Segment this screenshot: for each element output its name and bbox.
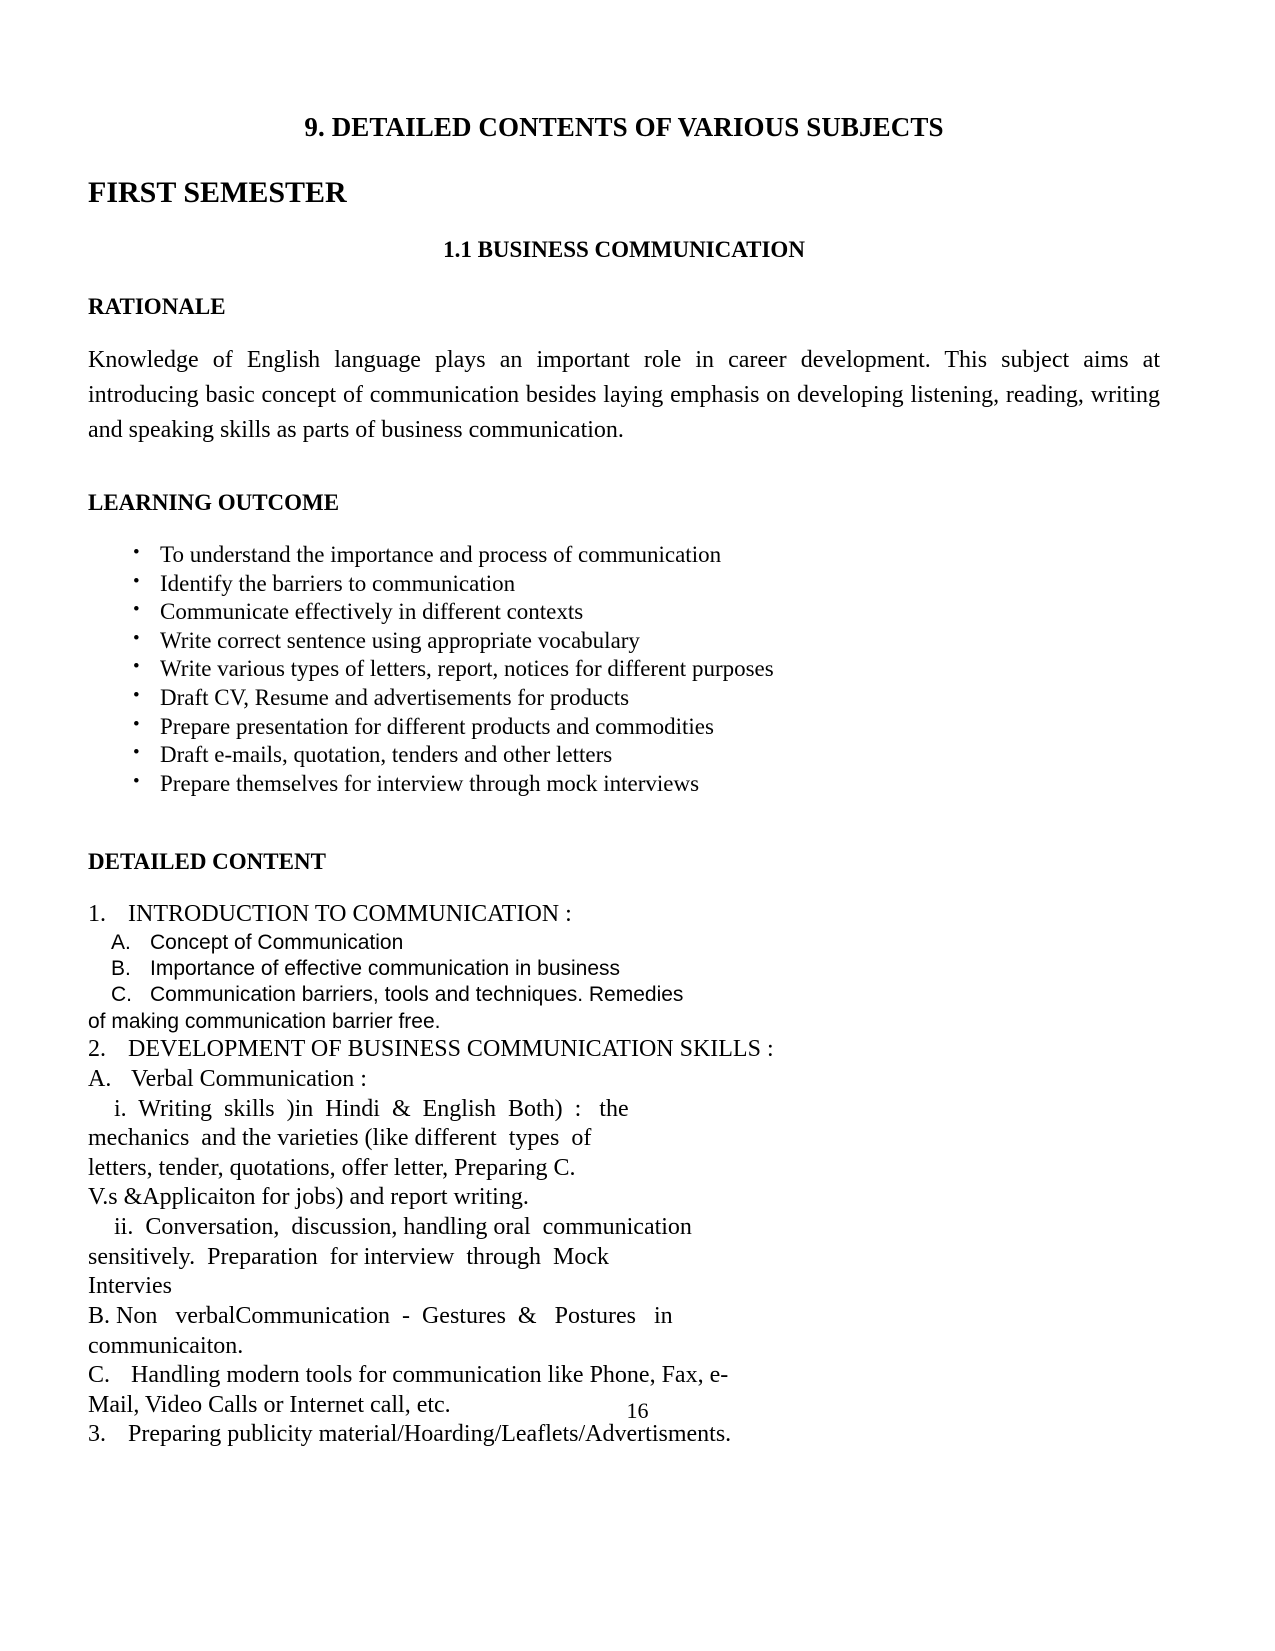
content-item-2a-roman-ii-line1 [88, 1213, 753, 1243]
list-item-label: To understand the importance and process of communication [160, 541, 722, 567]
item-marker: ii. [114, 1214, 134, 1241]
bullet-icon: • [133, 656, 140, 678]
subject-heading: 1.1 BUSINESS COMMUNICATION [443, 236, 805, 262]
content-item-2a-roman-i-line4: V.s &Applicaiton for jobs) and report writing. [88, 1184, 529, 1211]
bullet-icon: • [133, 770, 140, 792]
list-item-label: Write correct sentence using appropriate vocabulary [160, 627, 640, 653]
bullet-icon: • [133, 570, 140, 592]
content-item-1a [88, 930, 1160, 956]
item-label: Preparing publicity material/Hoarding/Leaflets/Advertisments. [128, 1421, 732, 1448]
list-item-label: Prepare themselves for interview through mock interviews [160, 770, 700, 796]
learning-outcome-list [88, 515, 1160, 799]
content-item-2a-roman-ii-line3: Intervies [88, 1273, 172, 1300]
content-item-2b-line1 [88, 1302, 708, 1332]
content-item-1c-continuation: of making communication barrier free. [88, 1009, 441, 1033]
content-item-1b [88, 956, 1160, 982]
item-marker: A. [88, 1065, 112, 1092]
detailed-content-body [88, 874, 1160, 1450]
item-marker: C. [88, 1362, 111, 1389]
list-item [88, 741, 1160, 770]
item-marker: 3. [88, 1421, 106, 1448]
item-label: Non verbalCommunication - Gestures & Postures in [116, 1302, 673, 1329]
item-label: INTRODUCTION TO COMMUNICATION : [128, 900, 572, 927]
learning-outcome-heading: LEARNING OUTCOME [88, 489, 340, 515]
list-item [88, 598, 1160, 627]
list-item [88, 570, 1160, 599]
content-item-2c-line2: Mail, Video Calls or Internet call, etc. [88, 1391, 451, 1418]
item-label: Importance of effective communication in business [150, 956, 621, 980]
page-content [88, 0, 1160, 1450]
list-item-label: Draft CV, Resume and advertisements for products [160, 685, 630, 711]
bullet-icon: • [133, 742, 140, 764]
item-marker: 1. [88, 900, 106, 927]
item-marker: C. [111, 983, 132, 1007]
list-item [88, 713, 1160, 742]
list-item [88, 684, 1160, 713]
rationale-paragraph: Knowledge of English language plays an important role in career development. This subject aims at introducing basic concept of communication besides laying emphasis on developing listening, reading, writing and speaking skills as parts of business communication. [88, 347, 1160, 443]
item-marker: i. [114, 1095, 127, 1122]
content-item-3 [88, 1420, 1160, 1450]
content-item-2a [88, 1065, 1160, 1095]
content-item-2b-line2: communicaiton. [88, 1332, 244, 1359]
content-item-2a-roman-i-line1 [88, 1095, 728, 1125]
bullet-icon: • [133, 713, 140, 735]
item-marker: B. [88, 1302, 111, 1329]
bullet-icon: • [133, 599, 140, 621]
list-item [88, 627, 1160, 656]
list-item-label: Identify the barriers to communication [160, 570, 516, 596]
item-label: Verbal Communication : [131, 1065, 367, 1092]
item-label: Writing skills )in Hindi & English Both) : the [138, 1095, 629, 1122]
detailed-content-heading: DETAILED CONTENT [88, 848, 326, 874]
item-label: Communication barriers, tools and techniques. Remedies [150, 983, 684, 1007]
content-item-2 [88, 1035, 1160, 1065]
item-label: Handling modern tools for communication like Phone, Fax, e- [131, 1362, 729, 1389]
item-label: Concept of Communication [150, 930, 404, 954]
list-item-label: Draft e-mails, quotation, tenders and other letters [160, 742, 613, 768]
list-item [88, 541, 1160, 570]
content-item-1c [88, 982, 1160, 1008]
list-item [88, 770, 1160, 799]
rationale-heading: RATIONALE [88, 293, 226, 319]
content-item-2a-roman-i-line2: mechanics and the varieties (like different types of [88, 1125, 592, 1152]
list-item [88, 655, 1160, 684]
content-item-1 [88, 900, 1160, 930]
item-marker: 2. [88, 1036, 106, 1063]
item-marker: A. [111, 930, 131, 954]
content-item-2c-line1 [88, 1361, 1160, 1391]
bullet-icon: • [133, 627, 140, 649]
content-item-2a-roman-ii-line2: sensitively. Preparation for interview through Mock [88, 1243, 609, 1270]
semester-heading: FIRST SEMESTER [88, 175, 347, 209]
content-item-2a-roman-i-line3: letters, tender, quotations, offer letter, Preparing C. [88, 1154, 576, 1181]
list-item-label: Prepare presentation for different products and commodities [160, 713, 714, 739]
list-item-label: Communicate effectively in different contexts [160, 599, 584, 625]
page-number: 16 [626, 1398, 649, 1423]
bullet-icon: • [133, 685, 140, 707]
bullet-icon: • [133, 541, 140, 563]
page-title: 9. DETAILED CONTENTS OF VARIOUS SUBJECTS [304, 112, 944, 142]
item-label: Conversation, discussion, handling oral communication [145, 1214, 692, 1241]
item-marker: B. [111, 956, 131, 980]
item-label: DEVELOPMENT OF BUSINESS COMMUNICATION SKILLS : [128, 1036, 774, 1063]
list-item-label: Write various types of letters, report, notices for different purposes [160, 656, 774, 682]
